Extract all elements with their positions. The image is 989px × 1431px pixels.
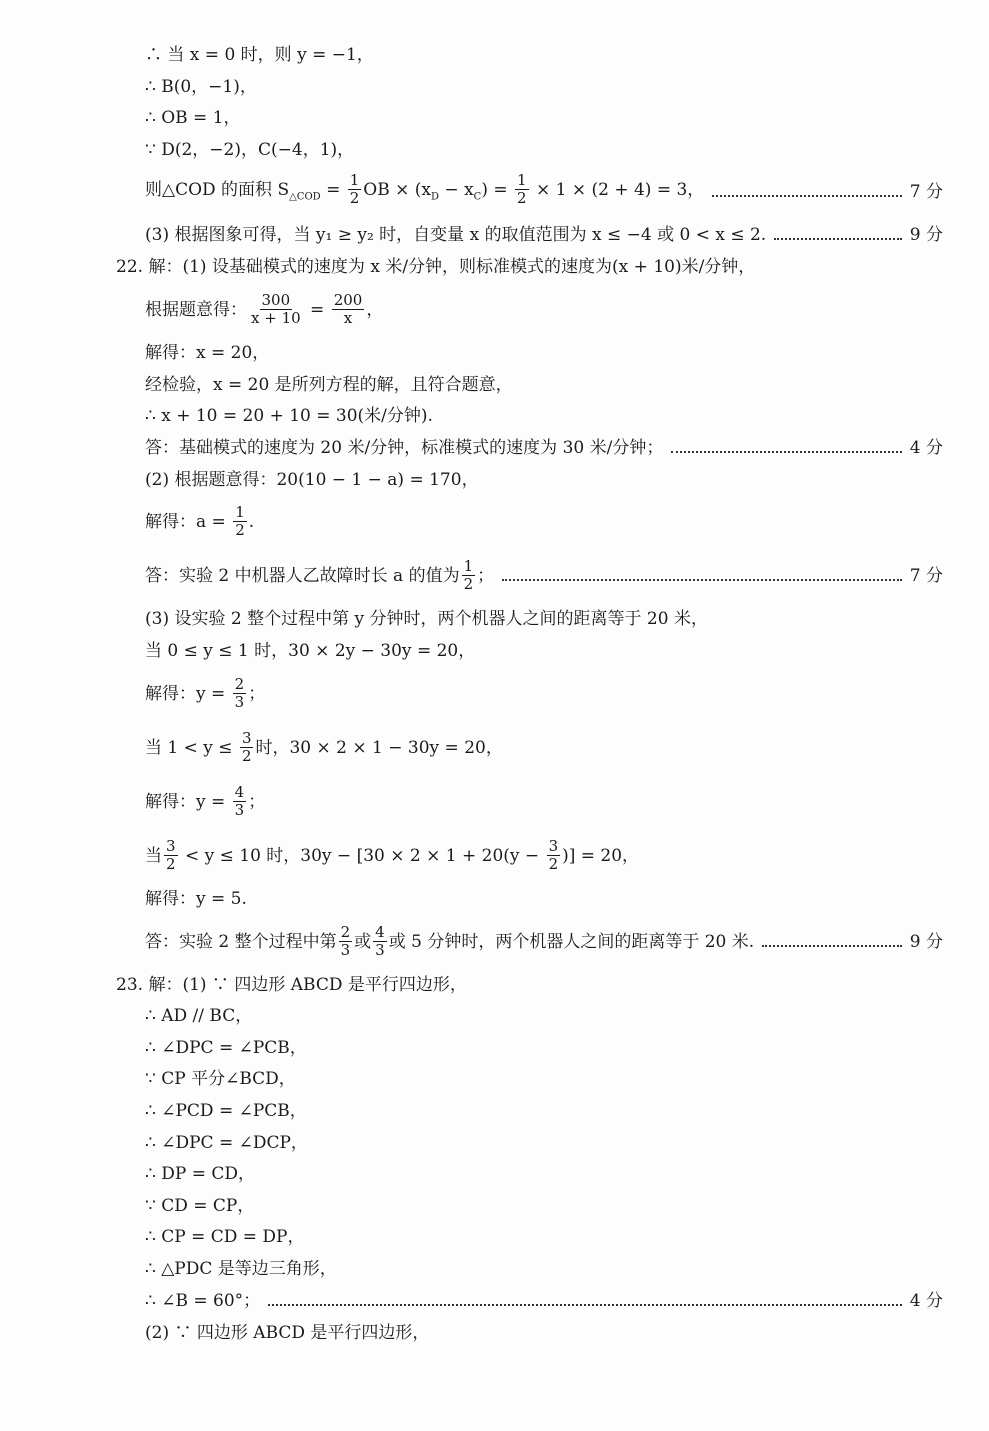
line-21: 当 $\frac{3}{2}$ < y ≤ 10 时，30y − [30 × 2 × 1 + 20(y − $\frac{3}{2}$ )] = 20， xyxy=(145,836,640,873)
question-22-heading: 22. 解：(1) 设基础模式的速度为 x 米/分钟，则标准模式的速度为(x + 10)米/分钟， xyxy=(116,257,756,277)
fraction: $\frac{200}{x}$ xyxy=(333,290,363,327)
fraction: $\frac{1}{2}$ xyxy=(517,171,527,208)
line-22: 解得：y = 5. xyxy=(145,889,247,909)
fraction: $\frac{2}{3}$ xyxy=(234,674,245,711)
line-6: (3) 根据图象可得，当 y₁ ≥ y₂ 时，自变量 x 的取值范围为 x ≤ −4 或 0 < x ≤ 2. 9 分 xyxy=(145,222,943,248)
dot-leader xyxy=(712,193,901,197)
dot-leader xyxy=(774,236,902,240)
line-11: ∴ x + 10 = 20 + 10 = 30(米/分钟). xyxy=(145,406,433,426)
line-31: ∵ CD = CP， xyxy=(145,1196,255,1216)
score: 7 分 xyxy=(909,566,943,586)
fraction: $\frac{4}{3}$ xyxy=(375,922,385,959)
question-23-heading: 23. 解：(1) ∵ 四边形 ABCD 是平行四边形， xyxy=(116,975,467,995)
line-14: 解得：a = $\frac{1}{2}$ . xyxy=(145,502,255,539)
line-1: ∴ 当 x = 0 时，则 y = −1， xyxy=(145,45,374,65)
fraction: $\frac{2}{3}$ xyxy=(340,922,351,959)
line-29: ∴ ∠DPC = ∠DCP， xyxy=(145,1133,308,1153)
fraction: $\frac{3}{2}$ xyxy=(166,836,176,873)
fraction: $\frac{1}{2}$ xyxy=(235,502,245,539)
line-2: ∴ B(0，−1)， xyxy=(145,77,257,97)
score: 4 分 xyxy=(909,1291,943,1311)
line-27: ∵ CP 平分∠BCD， xyxy=(145,1069,296,1089)
line-equation: 根据题意得： $\frac{300}{x + 10}$ = $\frac{200}{x}$ ， xyxy=(145,290,384,327)
dot-leader xyxy=(671,449,901,453)
fraction: $\frac{3}{2}$ xyxy=(241,728,252,765)
score: 7 分 xyxy=(909,182,943,202)
line-17: 当 0 ≤ y ≤ 1 时，30 × 2y − 30y = 20， xyxy=(145,641,476,661)
line-35: (2) ∵ 四边形 ABCD 是平行四边形， xyxy=(145,1323,430,1343)
fraction: $\frac{3}{2}$ xyxy=(548,836,559,873)
line-30: ∴ DP = CD， xyxy=(145,1164,255,1184)
line-23: 答：实验 2 整个过程中第 $\frac{2}{3}$ 或 $\frac{4}{3}$ 或 5 分钟时，两个机器人之间的距离等于 20 米. 9 分 xyxy=(145,922,943,959)
line-12: 答：基础模式的速度为 20 米/分钟，标准模式的速度为 30 米/分钟； 4 分 xyxy=(145,435,943,461)
line-19: 当 1 < y ≤ $\frac{3}{2}$ 时，30 × 2 × 1 − 30y = 20， xyxy=(145,728,503,765)
line-32: ∴ CP = CD = DP， xyxy=(145,1227,305,1247)
line-3: ∴ OB = 1， xyxy=(145,108,241,128)
fraction: $\frac{1}{2}$ xyxy=(463,556,474,593)
line-9: 解得：x = 20， xyxy=(145,343,270,363)
line-15: 答：实验 2 中机器人乙故障时长 a 的值为 $\frac{1}{2}$ ； 7 分 xyxy=(145,556,943,593)
dot-leader xyxy=(762,943,902,947)
line-34: ∴ ∠B = 60°； 4 分 xyxy=(145,1288,943,1314)
line-20: 解得：y = $\frac{4}{3}$ ； xyxy=(145,782,266,819)
score: 9 分 xyxy=(909,932,943,952)
score: 4 分 xyxy=(909,438,943,458)
fraction: $\frac{4}{3}$ xyxy=(234,782,245,819)
fraction: $\frac{1}{2}$ xyxy=(349,171,360,208)
line-26: ∴ ∠DPC = ∠PCB， xyxy=(145,1038,307,1058)
line-18: 解得：y = $\frac{2}{3}$ ； xyxy=(145,674,266,711)
line-5-area-formula: 则△COD 的面积 $S_{\triangle COD}$ = $\frac{1}{2}$ OB × $(x_D - x_C)$ = $\frac{1}{2}$ × 1 × (2 + 4) = 3， 7 分 xyxy=(145,171,943,208)
dot-leader xyxy=(502,577,902,581)
dot-leader xyxy=(268,1302,902,1306)
fraction: $\frac{300}{x + 10}$ xyxy=(251,290,301,327)
line-28: ∴ ∠PCD = ∠PCB， xyxy=(145,1101,307,1121)
line-16: (3) 设实验 2 整个过程中第 y 分钟时，两个机器人之间的距离等于 20 米， xyxy=(145,609,708,629)
line-4: ∵ D(2，−2)，C(−4，1)， xyxy=(145,140,355,160)
line-10: 经检验，x = 20 是所列方程的解，且符合题意， xyxy=(145,375,513,395)
score: 9 分 xyxy=(909,225,943,245)
line-25: ∴ AD // BC， xyxy=(145,1006,253,1026)
line-13: (2) 根据题意得：20(10 − 1 − a) = 170， xyxy=(145,470,479,490)
line-33: ∴ △PDC 是等边三角形， xyxy=(145,1259,337,1279)
